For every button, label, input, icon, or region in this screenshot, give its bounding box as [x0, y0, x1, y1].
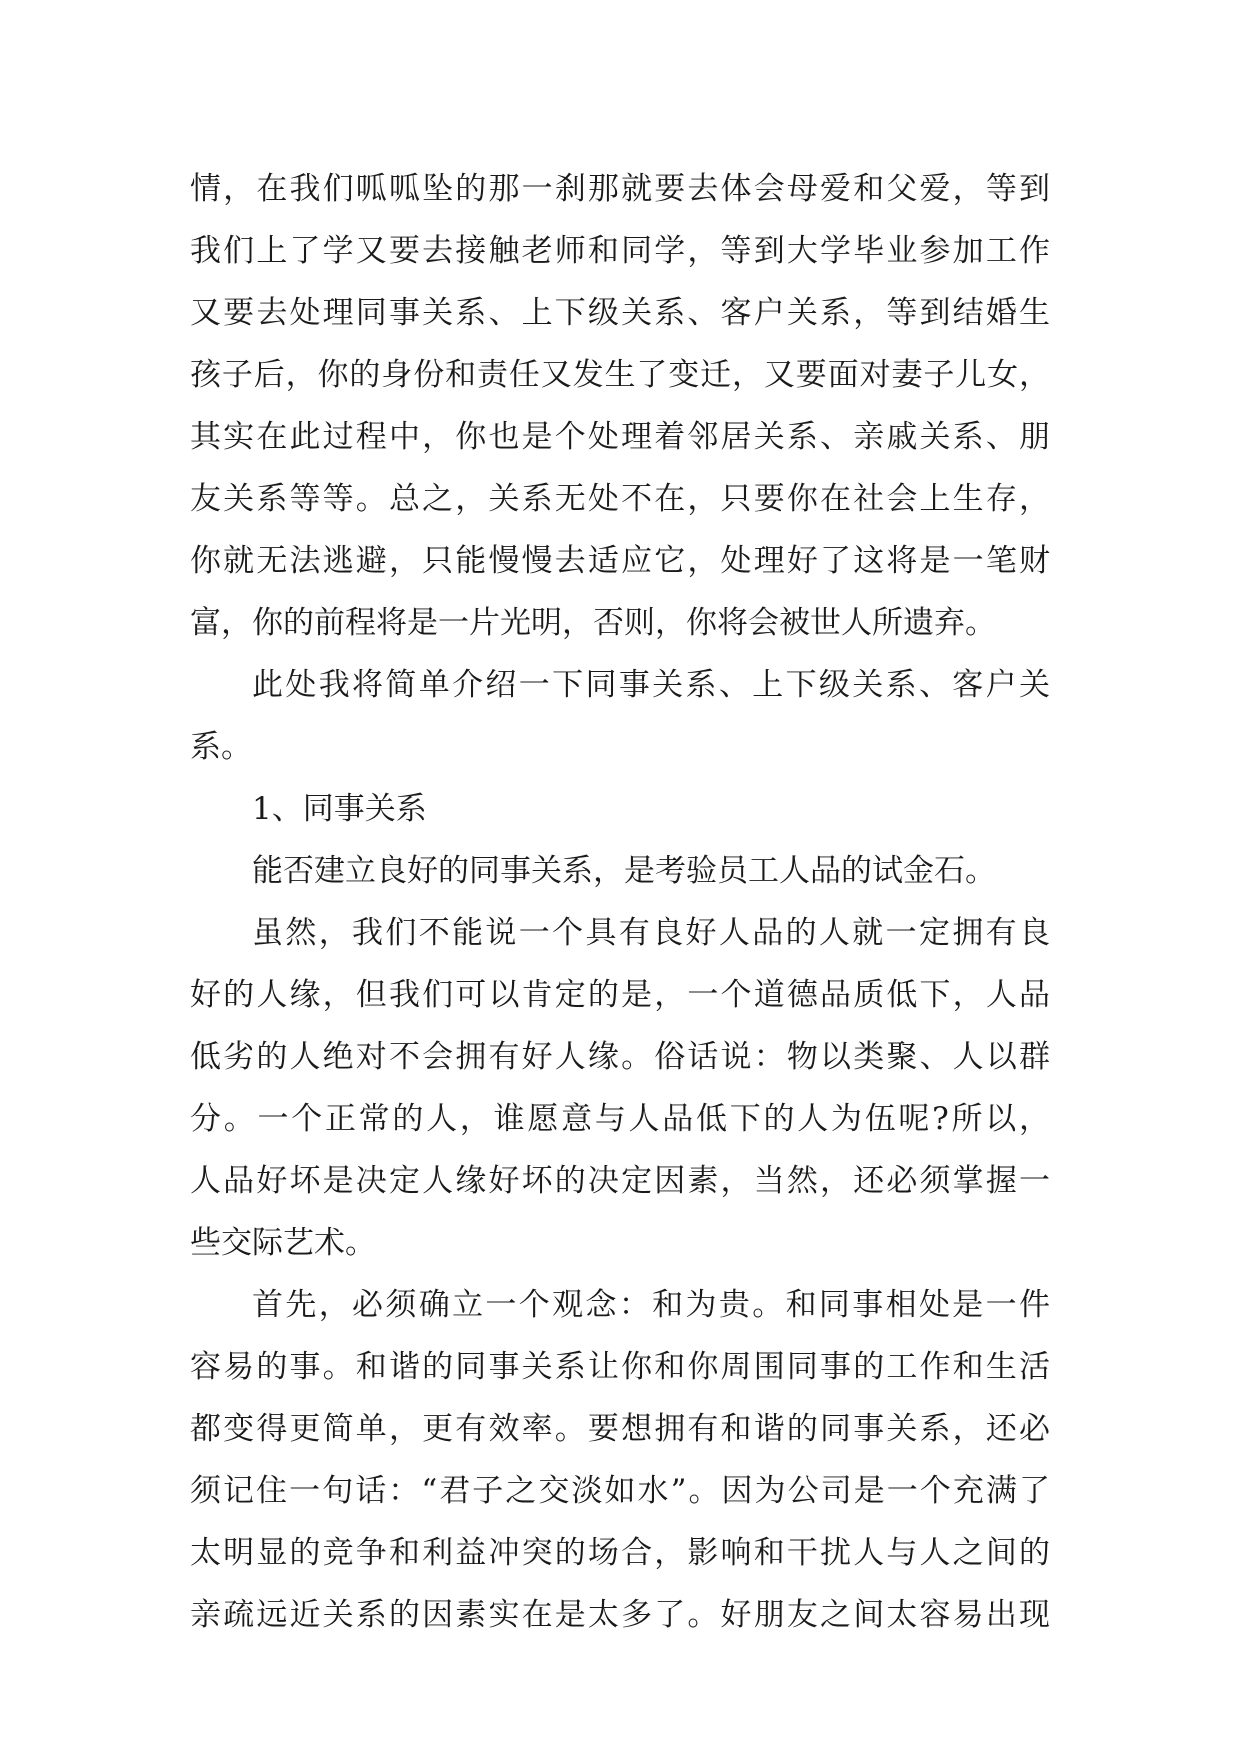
text-line: 情，在我们呱呱坠的那一刹那就要去体会母爱和父爱，等到	[190, 171, 1050, 207]
text-line: 其实在此过程中，你也是个处理着邻居关系、亲戚关系、朋	[190, 419, 1050, 455]
text-line: 富，你的前程将是一片光明，否则，你将会被世人所遗弃。	[190, 605, 996, 641]
text-line: 太明显的竞争和利益冲突的场合，影响和干扰人与人之间的	[190, 1535, 1050, 1571]
text-line: 都变得更简单，更有效率。要想拥有和谐的同事关系，还必	[190, 1411, 1050, 1447]
body-text	[190, 158, 1050, 1646]
text-line: 容易的事。和谐的同事关系让你和你周围同事的工作和生活	[190, 1349, 1050, 1385]
text-line: 孩子后，你的身份和责任又发生了变迁，又要面对妻子儿女，	[190, 357, 1050, 393]
text-line: 些交际艺术。	[190, 1225, 376, 1261]
text-line: 人品好坏是决定人缘好坏的决定因素，当然，还必须掌握一	[190, 1163, 1050, 1199]
text-line: 我们上了学又要去接触老师和同学，等到大学毕业参加工作	[190, 233, 1050, 269]
text-line: 亲疏远近关系的因素实在是太多了。好朋友之间太容易出现	[190, 1597, 1050, 1633]
text-line: 此处我将简单介绍一下同事关系、上下级关系、客户关	[252, 667, 1050, 703]
text-line: 虽然，我们不能说一个具有良好人品的人就一定拥有良	[252, 915, 1050, 951]
section-heading: 1、同事关系	[252, 791, 427, 827]
text-line: 系。	[190, 729, 252, 765]
text-line: 低劣的人绝对不会拥有好人缘。俗话说：物以类聚、人以群	[190, 1039, 1050, 1075]
text-line: 好的人缘，但我们可以肯定的是，一个道德品质低下，人品	[190, 977, 1050, 1013]
text-line: 你就无法逃避，只能慢慢去适应它，处理好了这将是一笔财	[190, 543, 1050, 579]
text-line: 能否建立良好的同事关系，是考验员工人品的试金石。	[252, 853, 996, 889]
text-line: 首先，必须确立一个观念：和为贵。和同事相处是一件	[252, 1287, 1050, 1323]
text-line: 须记住一句话：“君子之交淡如水”。因为公司是一个充满了	[190, 1473, 1050, 1509]
text-line: 友关系等等。总之，关系无处不在，只要你在社会上生存，	[190, 481, 1050, 517]
text-line: 又要去处理同事关系、上下级关系、客户关系，等到结婚生	[190, 295, 1050, 331]
text-line: 分。一个正常的人，谁愿意与人品低下的人为伍呢?所以，	[190, 1101, 1050, 1137]
